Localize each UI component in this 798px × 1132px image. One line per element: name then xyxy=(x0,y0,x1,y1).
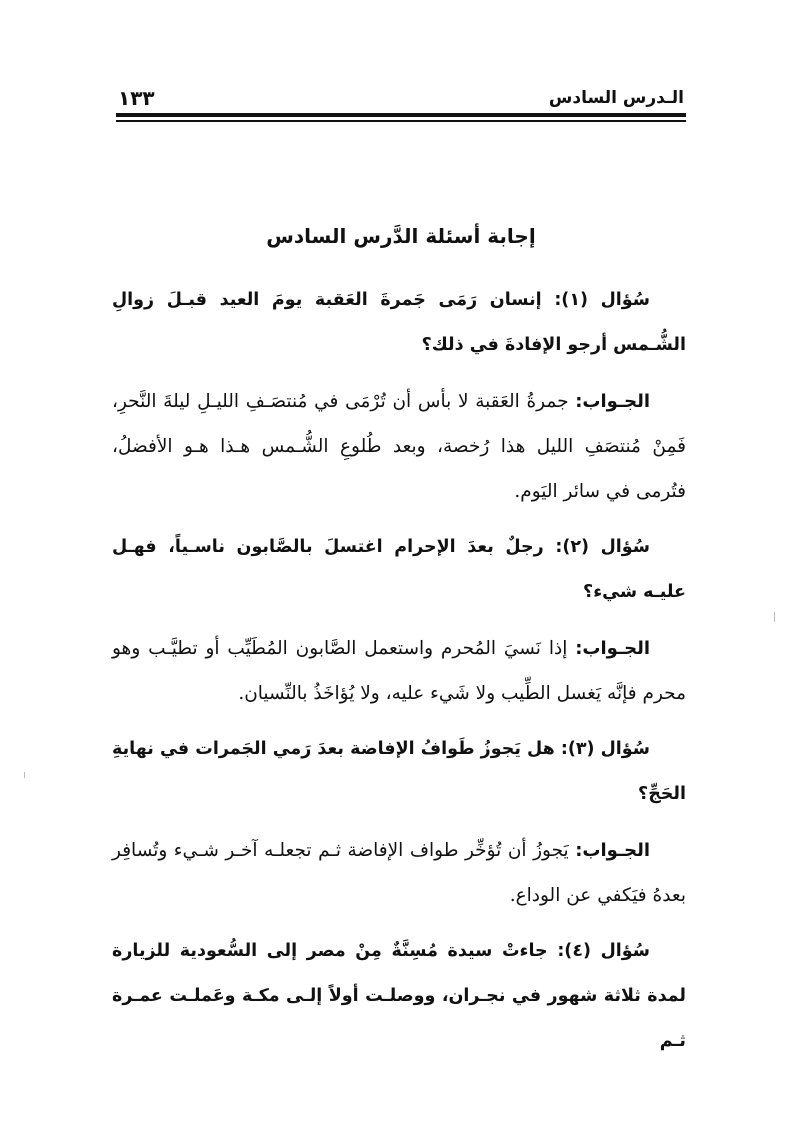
question-paragraph xyxy=(112,278,686,368)
question-text: هل يَجوزُ طَوافُ الإفاضة بعدَ رَمي الجَمرات في نهايةِ الحَجِّ؟ xyxy=(112,739,686,804)
header-rule-thick xyxy=(116,113,686,117)
question-label: سُؤال (٢): xyxy=(555,537,650,557)
question-text: جاءتْ سيدة مُسِنَّةٌ مِنْ مصر إلى السُّعودية للزيارة لمدة ثلاثة شهور في نجـران، ووصلـت أولاً إلـى مكـة وعَملـت عمـرة ثـم xyxy=(112,941,686,1051)
question-label: سُؤال (١): xyxy=(554,290,650,310)
question-paragraph xyxy=(112,525,686,615)
chapter-title: الـدرس السادس xyxy=(548,88,684,108)
body-text xyxy=(112,278,686,1075)
question-label: سُؤال (٣): xyxy=(560,739,650,759)
scan-mark xyxy=(774,612,775,622)
answer-text: يَجوزُ أن تُؤخِّر طواف الإفاضة ثـم تجعلـه آخـر شـيء وتُسافِر بعدهُ فيَكفي عن الوداع. xyxy=(112,840,686,906)
question-label: سُؤال (٤): xyxy=(557,941,650,961)
answer-label: الجـواب: xyxy=(575,391,650,412)
running-header xyxy=(118,84,684,114)
answer-text: إذا نَسيَ المُحرم واستعمل الصَّابون المُطَيِّب أو تطيَّـب وهو محرم فإنَّه يَغسل الطِّيب ولا شَيء عليه، ولا يُؤاخَذُ بالنِّسيان. xyxy=(112,638,686,704)
answer-label: الجـواب: xyxy=(575,638,650,659)
question-text: إنسان رَمَى جَمرةَ العَقبة يومَ العيد قبـلَ زوالِ الشُّـمس أرجو الإفادةَ في ذلك؟ xyxy=(112,290,686,355)
answer-paragraph xyxy=(112,379,686,514)
header-rule-thin xyxy=(116,120,686,122)
question-text: رجلٌ بعدَ الإحرام اغتسلَ بالصَّابون ناسـياً، فهـل عليـه شيء؟ xyxy=(112,537,686,602)
scan-mark xyxy=(24,772,25,778)
question-paragraph xyxy=(112,727,686,817)
page-number: ١٣٣ xyxy=(118,86,155,110)
question-paragraph xyxy=(112,929,686,1064)
answer-paragraph xyxy=(112,828,686,918)
answer-label: الجـواب: xyxy=(575,840,650,861)
answer-text: جمرةُ العَقبة لا بأس أن تُرْمَى في مُنتصَـفِ الليـلِ ليلةَ النَّحرِ، فَمِنْ مُنتصَفِ الليل هذا رُخصة، وبعد طُلوعِ الشُّـمس هـذا هـو الأفضلُ، فتُرمى في سائر اليَوم. xyxy=(112,391,686,502)
answer-paragraph xyxy=(112,626,686,716)
section-heading: إجابة أسئلة الدَّرس السادس xyxy=(266,224,536,248)
